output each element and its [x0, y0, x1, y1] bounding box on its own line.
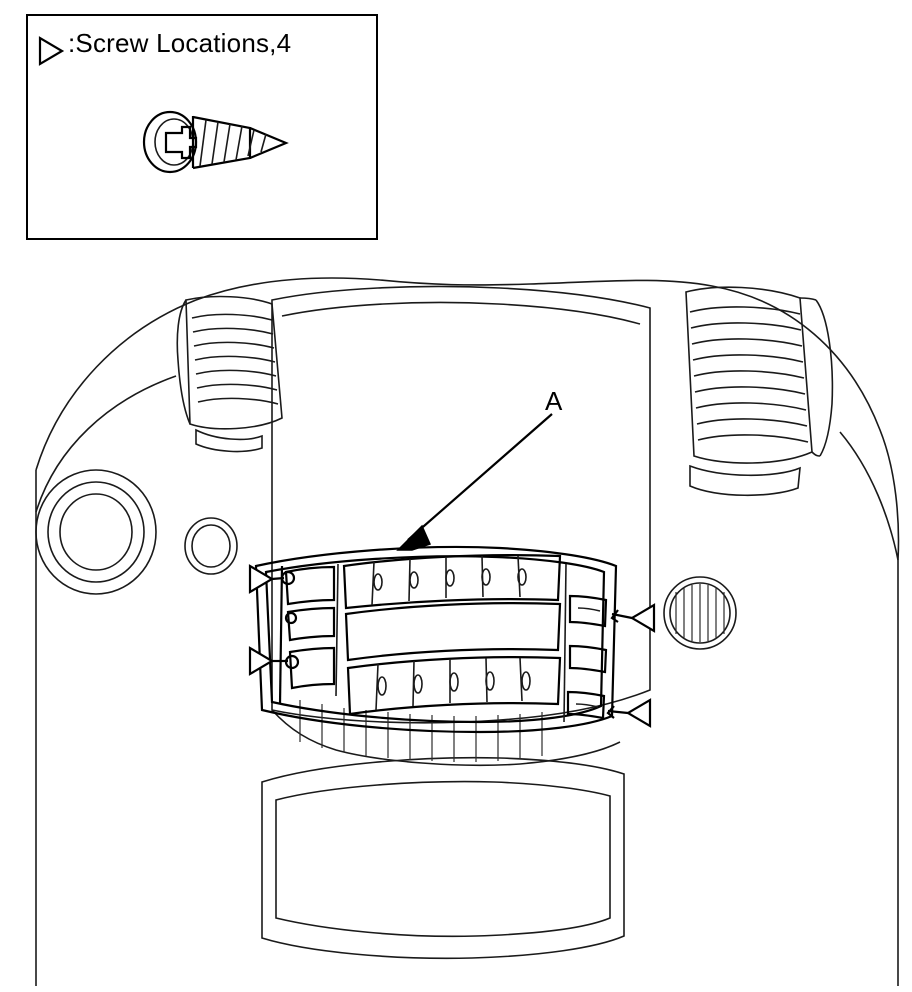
screw-marker-right-lower — [608, 700, 650, 726]
lower-dash-panel — [262, 758, 624, 959]
dashboard-vent-left — [177, 297, 282, 452]
instrument-cluster-dial — [36, 470, 237, 594]
screw-marker-right-upper — [612, 605, 654, 631]
legend-label: :Screw Locations,4 — [68, 28, 292, 58]
callout-label-a: A — [545, 386, 563, 416]
audio-control-unit — [256, 547, 616, 732]
dashboard-outline — [36, 278, 898, 986]
dashboard-vent-right — [686, 287, 832, 495]
dashboard-speaker-grille — [664, 577, 736, 649]
callout-arrow — [398, 414, 552, 550]
